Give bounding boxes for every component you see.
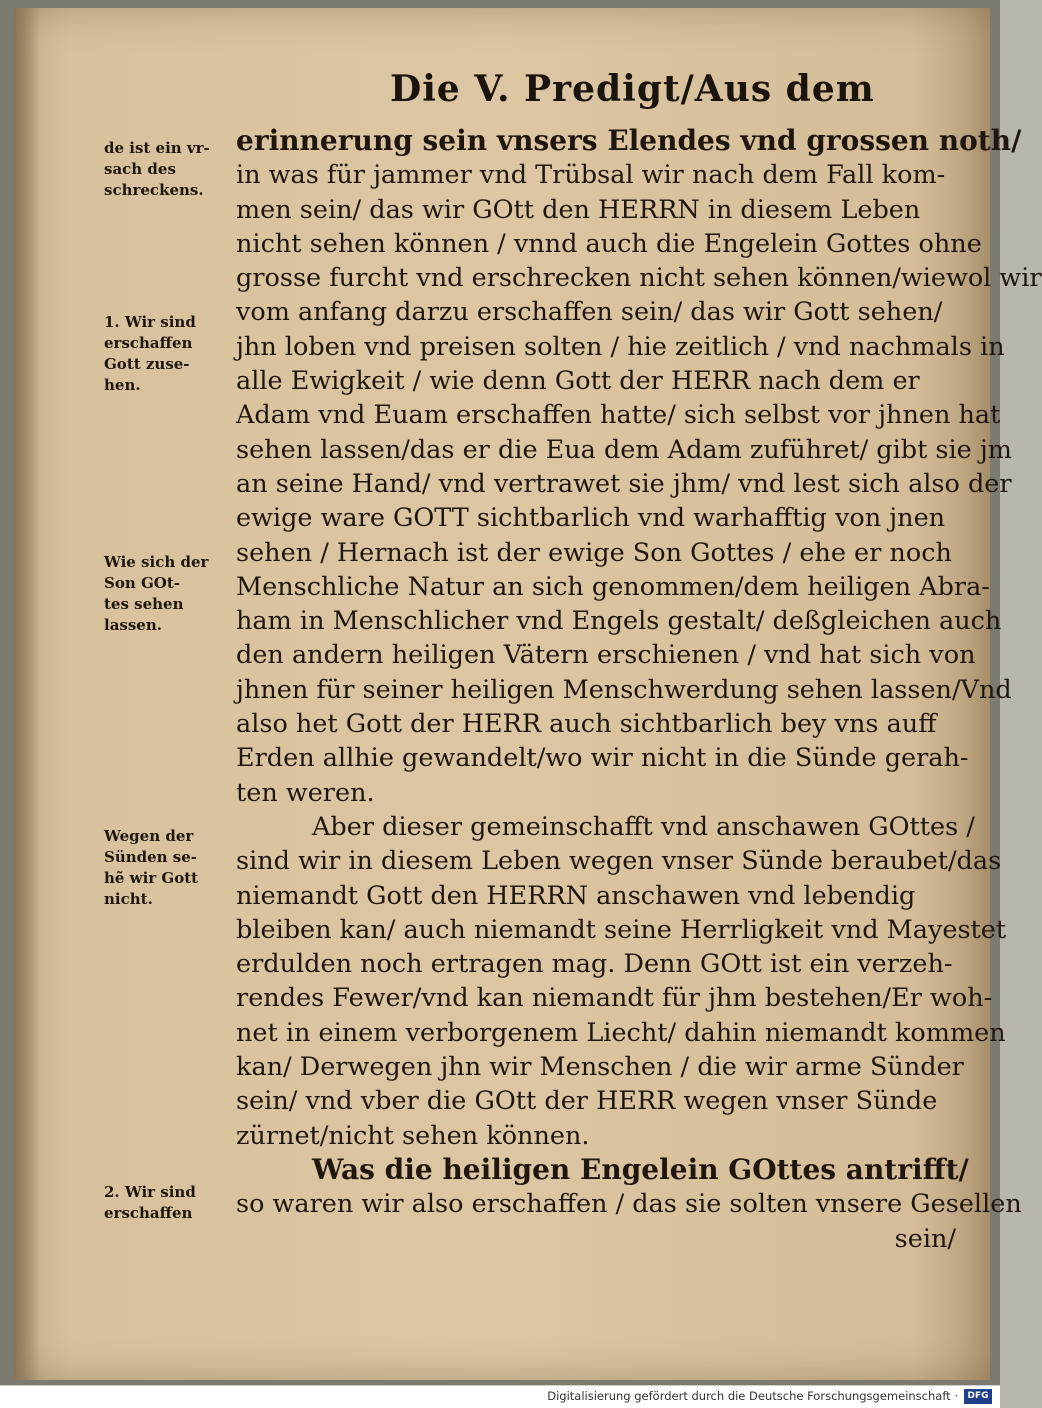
margin-note-line: hẽ wir Gott [104,869,199,887]
text-line: sehen lassen/das er die Eua dem Adam zuführet/ gibt sie jm [236,434,1012,465]
text-line: niemandt Gott den HERRN anschawen vnd lebendig [236,880,916,911]
margin-note [104,826,244,910]
margin-note-line: Gott zuse- [104,355,190,373]
text-line: ten weren. [236,777,375,808]
text-line: erinnerung sein vnsers Elendes vnd grossen noth/ [236,124,1022,157]
text-line: sind wir in diesem Leben wegen vnser Sünde beraubet/das [236,846,1002,877]
margin-note-line: erschaffen [104,334,193,352]
text-line: Menschliche Natur an sich genommen/dem heiligen Abra- [236,571,990,602]
text-line: zürnet/nicht sehen können. [236,1120,590,1151]
margin-note-line: Son GOt- [104,574,180,592]
text-line: Adam vnd Euam erschaffen hatte/ sich selbst vor jhnen hat [236,400,1001,431]
margin-note-line: sach des [104,160,176,178]
text-line: bleiben kan/ auch niemandt seine Herrligkeit vnd Mayestet [236,914,1007,945]
text-line: alle Ewigkeit / wie denn Gott der HERR nach dem er [236,366,920,397]
text-line: so waren wir also erschaffen / das sie solten vnsere Gesellen [236,1189,1022,1220]
text-line: sehen / Hernach ist der ewige Son Gottes / ehe er noch [236,537,952,568]
text-line: sein/ vnd vber die GOtt der HERR wegen vnser Sünde [236,1086,938,1117]
margin-note-line: schreckens. [104,181,204,199]
dfg-logo-icon: DFG [964,1389,992,1404]
text-line: jhn loben vnd preisen solten / hie zeitlich / vnd nachmals in [236,331,1005,362]
margin-note [104,312,244,396]
text-line: Erden allhie gewandelt/wo wir nicht in die Sünde gerah- [236,743,969,774]
text-line: Aber dieser gemeinschafft vnd anschawen GOttes / [312,811,975,842]
margin-note-line: hen. [104,376,141,394]
margin-note [104,1182,244,1224]
text-line: also het Gott der HERR auch sichtbarlich bey vns auff [236,709,937,740]
margin-note-line: nicht. [104,890,153,908]
margin-note-line: de ist ein vr- [104,139,210,157]
text-line: grosse furcht vnd erschrecken nicht sehen können/wiewol wir [236,263,1042,294]
text-line: den andern heiligen Vätern erschienen / vnd hat sich von [236,640,976,671]
text-line: ewige ware GOTT sichtbarlich vnd warhafftig von jnen [236,503,946,534]
text-line: kan/ Derwegen jhn wir Menschen / die wir arme Sünder [236,1052,964,1083]
footer-bar [0,1385,1000,1408]
text-line: sein/ [894,1223,956,1254]
margin-note-line: Wegen der [104,827,194,845]
text-line: rendes Fewer/vnd kan niemandt für jhm bestehen/Er woh- [236,983,993,1014]
text-line: net in einem verborgenem Liecht/ dahin niemandt kommen [236,1017,1006,1048]
margin-note-line: Wie sich der [104,553,209,571]
margin-note-line: erschaffen [104,1204,193,1222]
text-line: men sein/ das wir GOtt den HERRN in diesem Leben [236,194,921,225]
text-line: ham in Menschlicher vnd Engels gestalt/ deßgleichen auch [236,606,1002,637]
margin-note [104,138,244,201]
margin-note-line: lassen. [104,616,162,634]
margin-note [104,552,244,636]
text-line: Was die heiligen Engelein GOttes antrifft/ [312,1152,969,1186]
text-line: an seine Hand/ vnd vertrawet sie jhm/ vnd lest sich also der [236,468,1012,499]
text-line: in was für jammer vnd Trübsal wir nach dem Fall kom- [236,160,946,191]
running-header: Die V. Predigt/Aus dem [390,68,875,110]
text-line: erdulden noch ertragen mag. Denn GOtt ist ein verzeh- [236,949,953,980]
text-line: nicht sehen können / vnnd auch die Engelein Gottes ohne [236,228,982,259]
margin-note-line: 1. Wir sind [104,313,196,331]
text-line: jhnen für seiner heiligen Menschwerdung sehen lassen/Vnd [236,674,1012,705]
margin-note-line: Sünden se- [104,848,198,866]
body-text [236,124,1042,1256]
text-line: vom anfang darzu erschaffen sein/ das wir Gott sehen/ [236,297,943,328]
margin-note-line: tes sehen [104,595,184,613]
margin-note-line: 2. Wir sind [104,1183,196,1201]
funding-note: Digitalisierung gefördert durch die Deutsche Forschungsgemeinschaft · [547,1389,958,1403]
